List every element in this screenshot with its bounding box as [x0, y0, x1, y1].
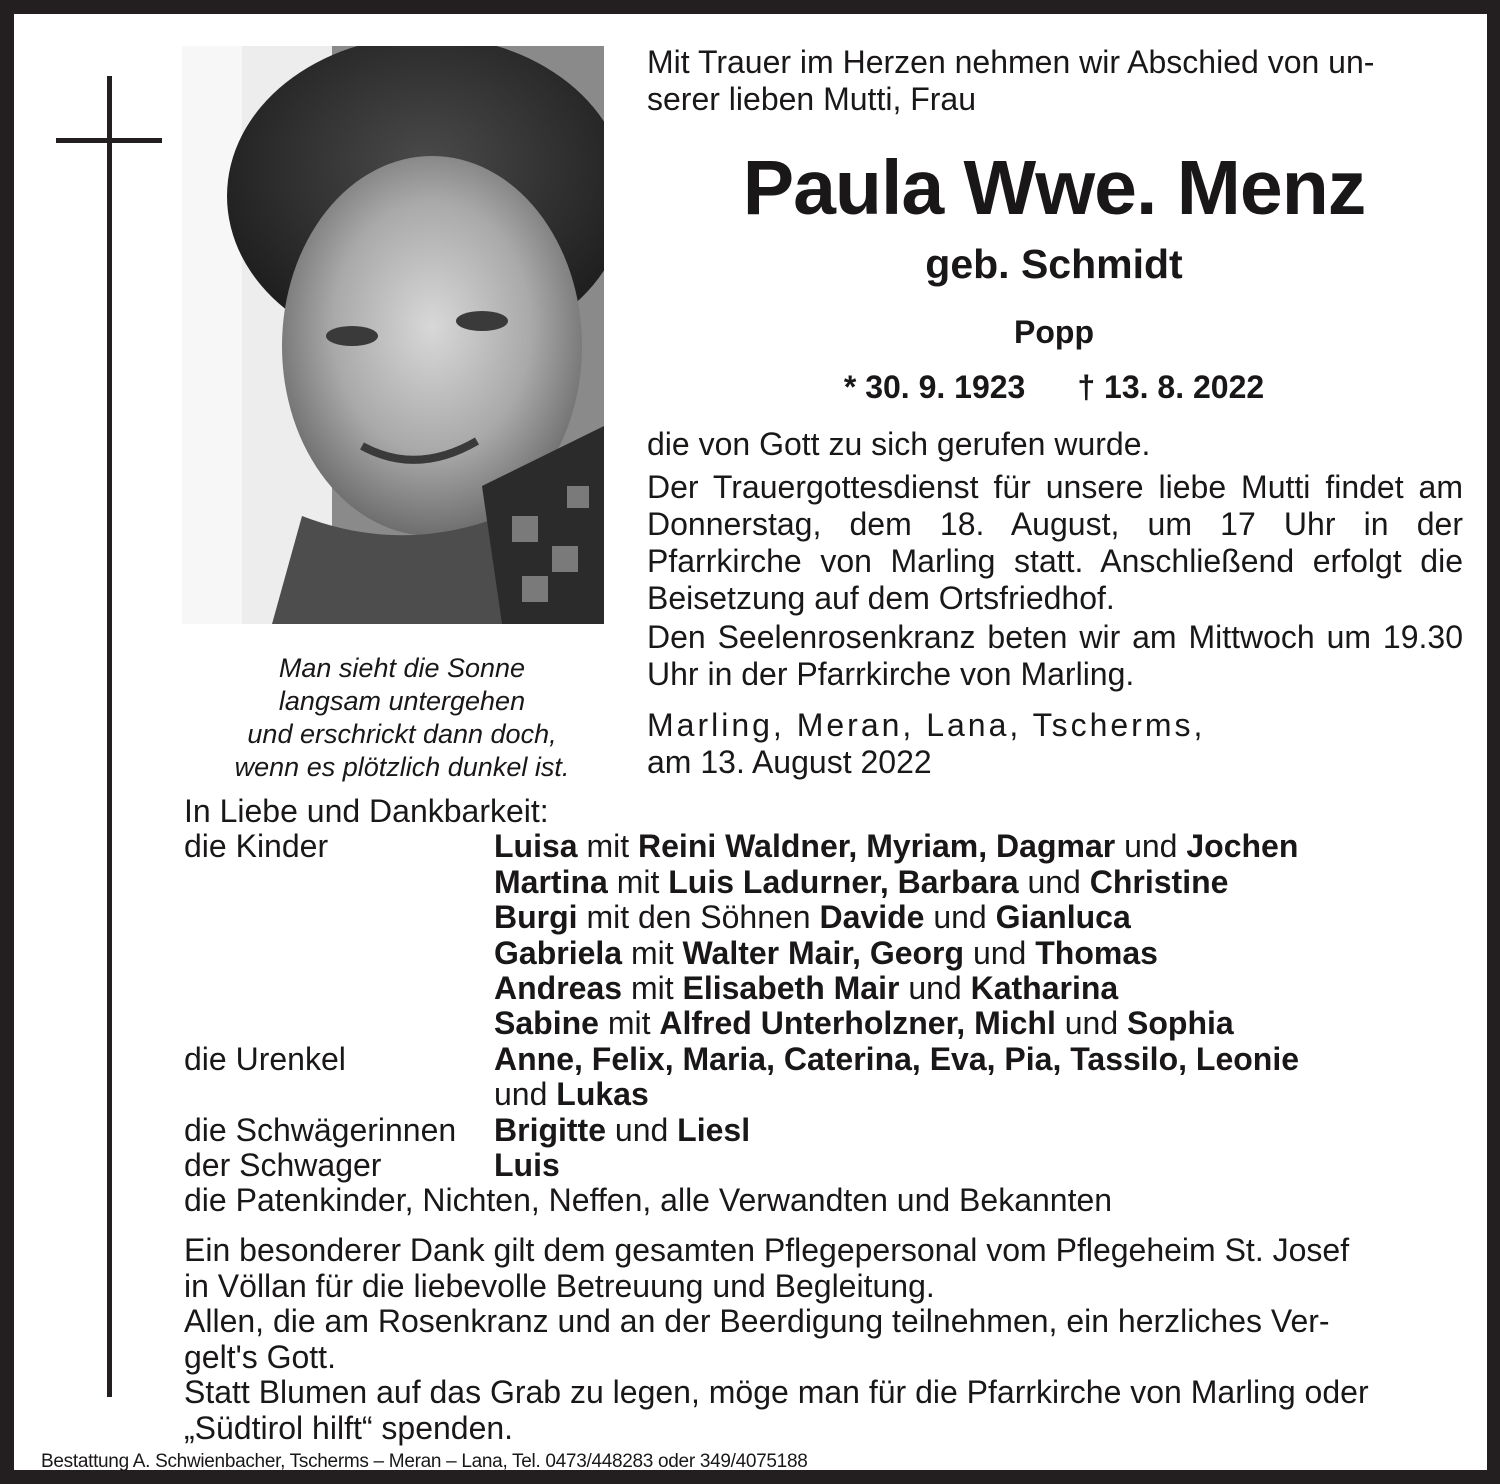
survivor-row: [184, 900, 1474, 935]
thanks-line: „Südtirol hilft“ spenden.: [184, 1409, 514, 1446]
quote-line: langsam untergehen: [278, 686, 526, 716]
undertaker-info: Bestattung A. Schwienbacher, Tscherms – Meran – Lana, Tel. 0473/448283 oder 349/4075188: [41, 1451, 808, 1472]
relation-label: [184, 1006, 494, 1041]
survivor-row: [184, 1006, 1474, 1041]
survivor-names: Luisa mit Reini Waldner, Myriam, Dagmar und Jochen: [494, 828, 1299, 865]
survivors-heading: In Liebe und Dankbarkeit:: [184, 793, 549, 829]
funeral-service-text: Der Trauergottesdienst für unsere liebe Mutti findet am Donnerstag, dem 18. August, um 17 Uhr in der Pfarrkirche von Marling statt. Anschließend erfolgt die Beisetzung auf dem Ortsfriedhof.: [647, 469, 1463, 616]
quote-line: wenn es plötzlich dunkel ist.: [234, 752, 570, 782]
survivor-names: Andreas mit Elisabeth Mair und Katharina: [494, 970, 1119, 1007]
survivor-names: Burgi mit den Söhnen Davide und Gianluca: [494, 899, 1131, 936]
thanks-care: [184, 1233, 1462, 1304]
survivor-row: [184, 865, 1474, 900]
rosary-text: Den Seelenrosenkranz beten wir am Mittwoch um 19.30 Uhr in der Pfarrkirche von Marling.: [647, 619, 1463, 692]
quote-line: Man sieht die Sonne: [278, 653, 526, 683]
survivor-names: Anne, Felix, Maria, Caterina, Eva, Pia, Tassilo, Leonie: [494, 1040, 1300, 1077]
place-and-date: [647, 707, 1463, 781]
relation-label: die Urenkel: [184, 1040, 346, 1077]
thanks-line: Statt Blumen auf das Grab zu legen, möge man für die Pfarrkirche von Marling oder: [184, 1374, 1369, 1410]
survivors-list: [184, 794, 1474, 1219]
survivor-groups: [184, 829, 1474, 1183]
called-by-god-text: die von Gott zu sich gerufen wurde.: [647, 426, 1151, 462]
survivor-row: [184, 971, 1474, 1006]
obituary-notice: [14, 14, 1487, 1470]
survivor-names: Brigitte und Liesl: [494, 1111, 751, 1148]
thanks-line: gelt's Gott.: [184, 1338, 336, 1375]
places: Marling, Meran, Lana, Tscherms,: [647, 707, 1206, 743]
survivor-names: Luis: [494, 1147, 560, 1184]
portrait-photo: [182, 46, 604, 624]
cross-vertical-bar: [107, 76, 112, 1397]
notice-date: am 13. August 2022: [647, 744, 932, 780]
survivor-row: [184, 829, 1474, 864]
thanks-line: Ein besonderer Dank gilt dem gesamten Pflegepersonal vom Pflegeheim St. Josef: [184, 1232, 1350, 1268]
maiden-name: geb. Schmidt: [925, 241, 1183, 287]
relation-label: [184, 1077, 494, 1112]
survivor-names: Gabriela mit Walter Mair, Georg und Thomas: [494, 934, 1158, 971]
survivor-row: [184, 1042, 1474, 1077]
survivor-names: und Lukas: [494, 1076, 649, 1113]
intro-line: serer lieben Mutti, Frau: [647, 81, 977, 117]
relation-label: [184, 971, 494, 1006]
cross-horizontal-bar: [56, 138, 162, 143]
relation-label: die Kinder: [184, 828, 329, 865]
nickname: Popp: [1014, 314, 1094, 350]
relation-label: die Schwägerinnen: [184, 1111, 457, 1148]
deceased-name: Paula Wwe. Menz: [742, 145, 1366, 231]
thanks-attendance: [184, 1304, 1462, 1375]
birth-date: * 30. 9. 1923: [843, 369, 1026, 405]
thanks-section: [184, 1233, 1462, 1446]
thanks-line: Allen, die am Rosenkranz und an der Beerdigung teilnehmen, ein herzliches Ver-: [184, 1303, 1330, 1339]
portrait-illustration: [182, 46, 604, 624]
survivor-row: [184, 936, 1474, 971]
survivor-names: Sabine mit Alfred Unterholzner, Michl und Sophia: [494, 1005, 1234, 1042]
relation-label: [184, 900, 494, 935]
survivor-row: [184, 1113, 1474, 1148]
survivor-names: Martina mit Luis Ladurner, Barbara und Christine: [494, 863, 1229, 900]
survivors-others: die Patenkinder, Nichten, Neffen, alle Verwandten und Bekannten: [184, 1182, 1113, 1219]
survivor-row: [184, 1148, 1474, 1183]
relation-label: der Schwager: [184, 1147, 382, 1184]
intro-text: [647, 44, 1463, 118]
thanks-line: in Völlan für die liebevolle Betreuung und Begleitung.: [184, 1267, 935, 1304]
thanks-flowers: [184, 1375, 1462, 1446]
intro-line: Mit Trauer im Herzen nehmen wir Abschied von un-: [647, 44, 1375, 80]
relation-label: [184, 936, 494, 971]
life-dates: [634, 366, 1474, 408]
quote-line: und erschrickt dann doch,: [247, 719, 557, 749]
death-date: † 13. 8. 2022: [1077, 369, 1265, 405]
survivor-row: [184, 1077, 1474, 1112]
relation-label: [184, 865, 494, 900]
memorial-quote: [182, 652, 622, 784]
